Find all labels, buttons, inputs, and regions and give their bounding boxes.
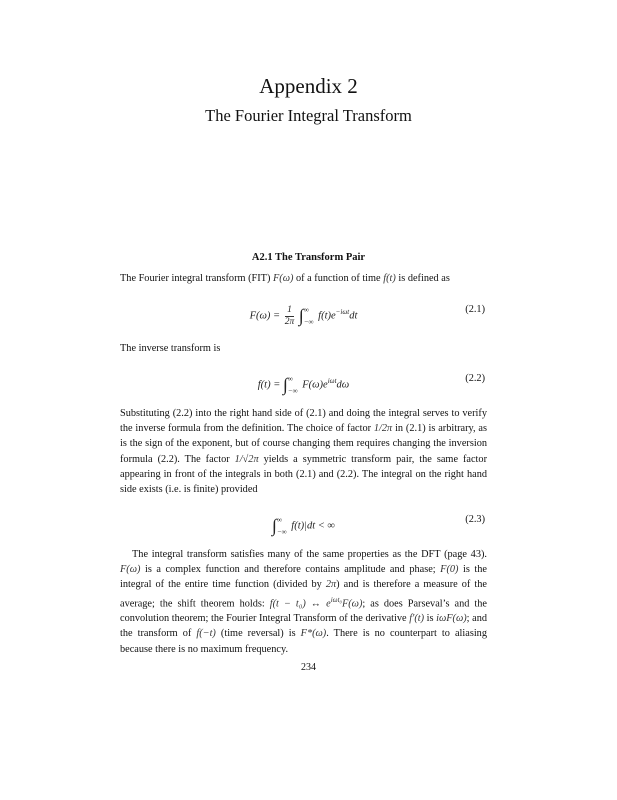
inverse-text: The inverse transform is	[120, 343, 221, 354]
eq2-integral-sign: ∫	[282, 374, 288, 395]
section-heading: A2.1 The Transform Pair	[251, 252, 366, 263]
eq3-limits	[277, 514, 287, 538]
equation-2-1-math	[120, 304, 487, 328]
para2-math-1: 1/2π	[373, 423, 393, 435]
para2-math-2: 1/√2π	[234, 453, 259, 465]
para3-math-8: F*(ω)	[300, 628, 327, 640]
eq3-lower: −∞	[276, 528, 287, 536]
para3-math-3: 2π	[325, 579, 337, 591]
intro-text-b: of a function of time	[293, 273, 384, 284]
intro-text-c: is defined as	[395, 273, 450, 284]
eq1-frac-num: 1	[285, 305, 295, 317]
equation-2-3	[120, 505, 487, 539]
properties-paragraph	[120, 547, 487, 657]
equation-2-2-math	[120, 373, 487, 397]
eq2-lhs: f(t) =	[257, 379, 281, 391]
para3-math-2: F(0)	[440, 564, 459, 576]
para3-math-4b: F(ω)	[341, 598, 363, 610]
intro-text-a: The Fourier integral transform (FIT)	[120, 273, 273, 284]
para3-math-1: F(ω)	[120, 564, 141, 576]
page-number: 234	[301, 662, 316, 673]
para2-s3: yields a symmetric transform pair, the same factor appearing in front of the integrals in both (2.1) and (2.2). The integral on the right hand side exists (i.e. is finite) provided	[120, 453, 487, 496]
para3-math-6: iωF(ω)	[436, 613, 467, 625]
eq1-body: f(t)e	[318, 310, 336, 322]
para3-s8: (time reversal) is	[215, 628, 301, 640]
equation-2-3-math	[120, 514, 487, 538]
para2-s1: Substituting (2.2) into the right hand side of (2.1) and doing the integral serves to verify the inverse formula from the definition. The choice of factor	[120, 408, 487, 435]
eq1-fraction	[285, 305, 295, 328]
para3-s2: is a complex function and therefore contains amplitude and phase;	[140, 564, 441, 576]
eq1-exp: −iωt	[335, 307, 350, 316]
para3-math-7: f(−t)	[196, 628, 216, 640]
intro-math-fw: F(ω)	[272, 273, 294, 284]
equation-2-2-number: (2.2)	[465, 373, 485, 384]
intro-paragraph	[120, 271, 487, 286]
eq1-upper: ∞	[303, 306, 309, 314]
eq1-frac-den: 2π	[284, 316, 295, 327]
eq3-integral-sign: ∫	[272, 515, 277, 536]
eq2-exp: iωt	[327, 376, 337, 385]
transform-pair-paragraph	[120, 406, 487, 497]
para3-s4: ) and is therefore a measure of the average; the shift theorem holds:	[120, 579, 487, 610]
equation-2-1	[120, 295, 487, 329]
para3-math-4: f(t − t₀) ↔ e	[269, 598, 331, 610]
equation-2-2	[120, 364, 487, 398]
eq1-lhs: F(ω) =	[249, 310, 281, 322]
eq2-tail: dω	[336, 379, 350, 391]
para3-math-5: f′(t)	[409, 613, 425, 625]
chapter-heading: Appendix 2	[259, 74, 358, 98]
para3-s9: . There is no counterpart to aliasing because there is no maximum frequency.	[120, 628, 487, 655]
eq1-limits	[304, 304, 314, 328]
para3-math-4-exp: iωt₀	[330, 595, 342, 604]
equation-2-1-number: (2.1)	[465, 304, 485, 315]
eq1-tail: dt	[349, 310, 358, 322]
eq3-body: f(t)|dt < ∞	[291, 520, 335, 532]
eq3-upper: ∞	[276, 516, 282, 524]
chapter-title: The Fourier Integral Transform	[205, 106, 412, 125]
eq2-body: F(ω)e	[302, 379, 328, 391]
para3-s7: ; and the transform of	[120, 613, 487, 640]
para3-s3: is the integral of the entire time function (divided by	[120, 564, 487, 591]
para3-s5: ; as does Parseval’s and the convolution theorem; the Fourier Integral Transform of the derivative	[120, 598, 487, 625]
para3-s6: is	[424, 613, 437, 625]
para3-s1: The integral transform satisfies many of the same properties as the DFT (page 43).	[132, 549, 487, 560]
eq1-integral-sign: ∫	[298, 305, 304, 326]
intro-math-ft: f(t)	[383, 273, 396, 284]
equation-2-3-number: (2.3)	[465, 514, 485, 525]
eq2-lower: −∞	[287, 387, 298, 395]
eq1-lower: −∞	[303, 318, 314, 326]
para2-s2: in (2.1) is arbitrary, as is the sign of the exponent, but of course changing them requires changing the inversion formula (2.2). The factor	[120, 423, 487, 465]
eq2-limits	[288, 373, 298, 397]
inverse-paragraph	[120, 341, 487, 356]
eq2-upper: ∞	[287, 375, 293, 383]
